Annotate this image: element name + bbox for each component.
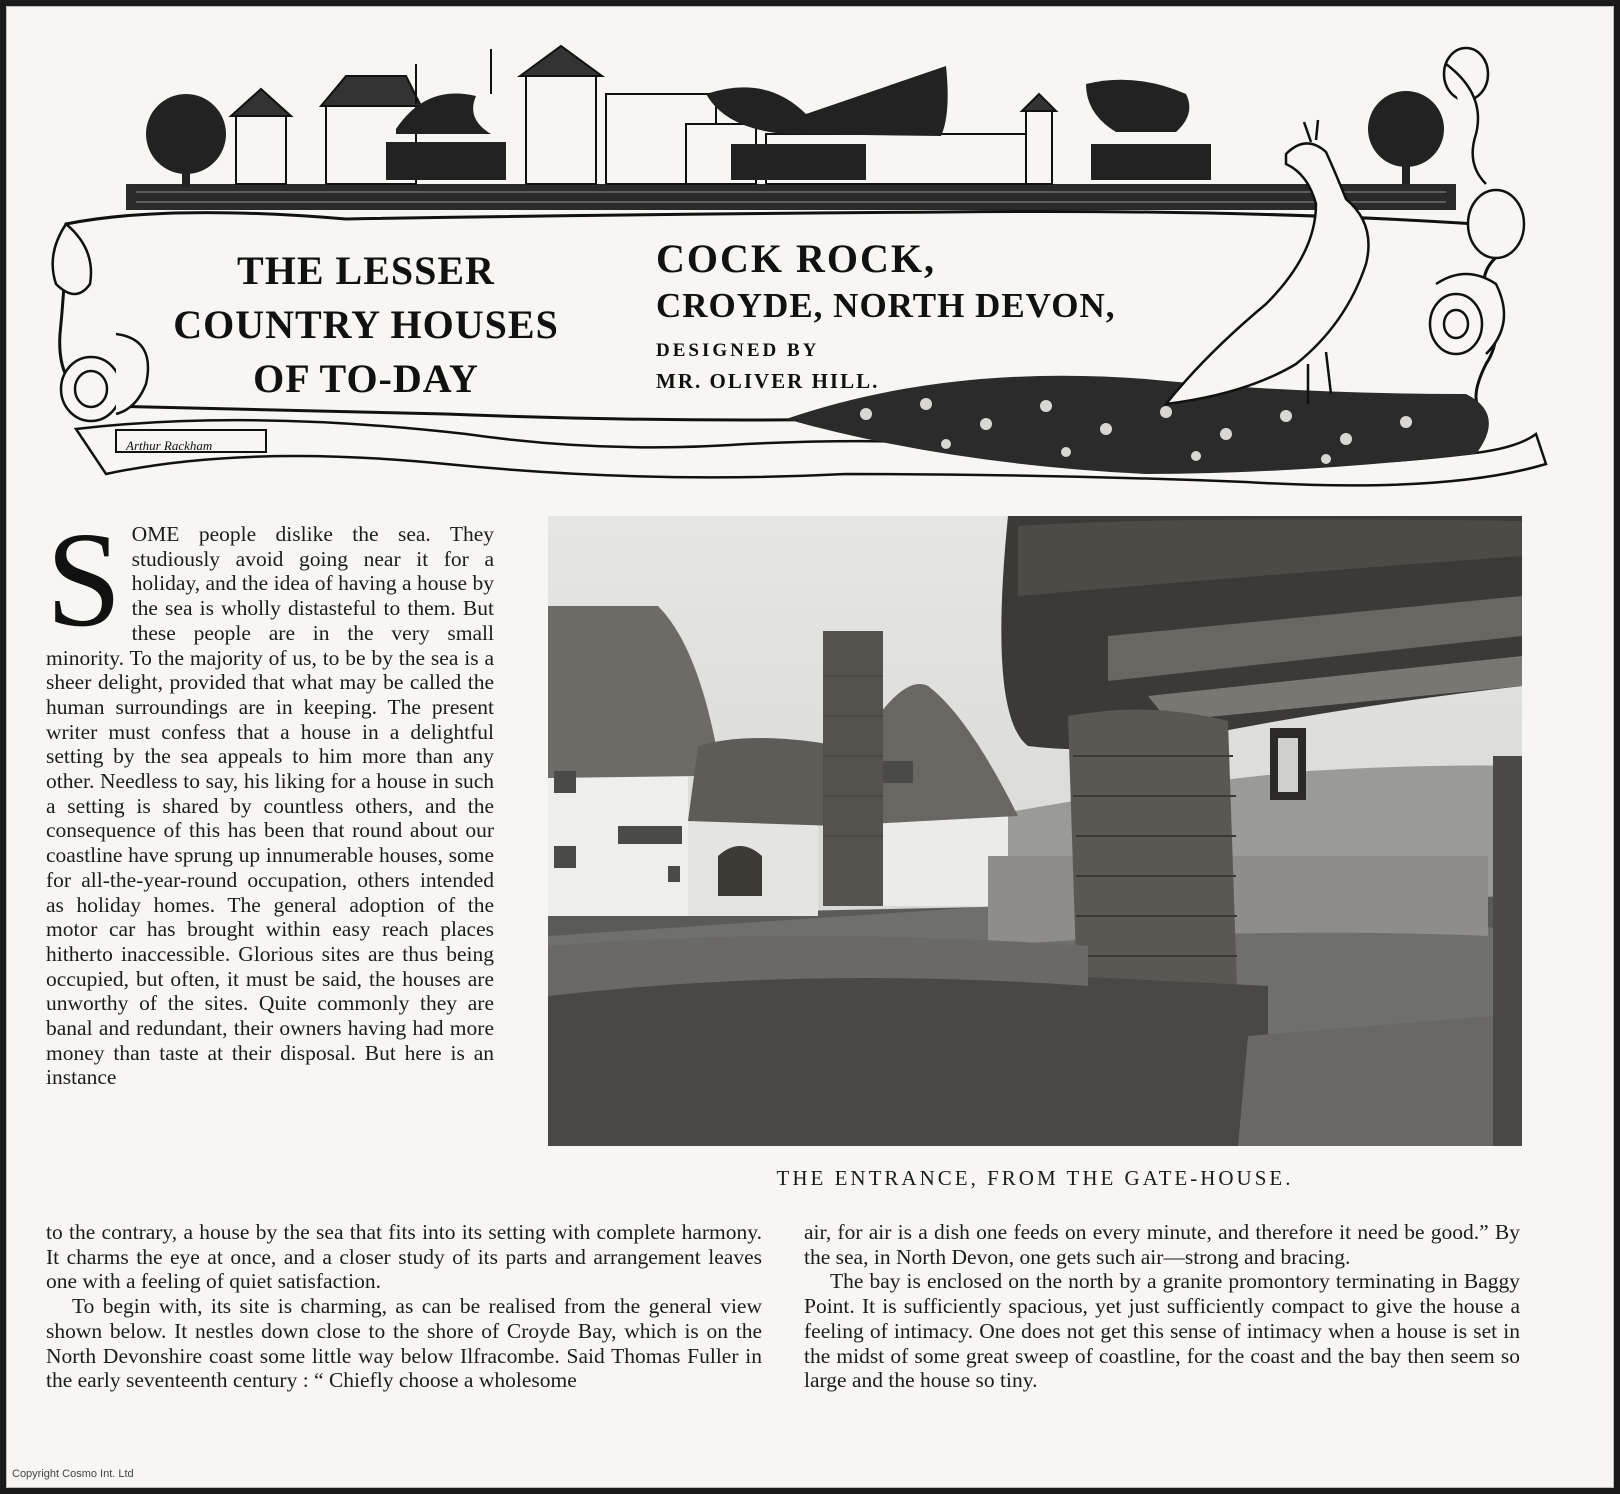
series-title-line: COUNTRY HOUSES [173,302,559,347]
house-location: CROYDE, NORTH DEVON, [656,286,1116,325]
series-title-line: OF TO-DAY [253,356,479,401]
series-title [136,244,596,406]
article-paragraph: The bay is enclosed on the north by a granite promontory terminating in Baggy Point. It is sufficiently spacious, yet just sufficiently compact to give the house a feeling of intimacy. One does not get this sense of intimacy when a house is set in the midst of some great sweep of coastline, for the coast and the bay then seem so large and the house so tiny. [804,1269,1520,1393]
drop-cap: S [46,505,122,655]
article-column-bottom-left [46,1220,762,1450]
article-paragraph: To begin with, its site is charming, as can be realised from the general view shown below. It nestles down close to the shore of Croyde Bay, which is on the North Devonshire coast some little way below Ilfracombe. Said Thomas Fuller in the early seventeenth century : “ Chiefly choose a wholesome [46,1294,762,1393]
article-paragraph: air, for air is a dish one feeds on every minute, and therefore it need be good.” By the sea, in North Devon, one gets such air—strong and bracing. [804,1220,1520,1269]
tree-right [1368,91,1444,167]
header-banner [46,34,1586,504]
entrance-photograph [548,516,1522,1146]
copyright-watermark: Copyright Cosmo Int. Ltd [12,1468,134,1480]
magazine-page [6,6,1614,1488]
illustrator-signature: Arthur Rackham [126,438,213,453]
topiary-birds [386,66,1211,180]
article-paragraph: OME people dislike the sea. They studiously avoid going near it for a holiday, and the idea of having a house by the sea is wholly distasteful to them. But these people are in the very small minority. To the majority of us, to be by the sea is a sheer delight, provided that what may be called the human surroundings are in keeping. The present writer must confess that a house in a delightful setting by the sea appeals to him more than any other. Needless to say, his liking for a house in such a setting is shared by countless others, and the consequence of this has been that round about our coastline have sprung up innumerable houses, some for all-the-year-round occupation, others intended as holiday homes. The general adoption of the motor car has brought within easy reach places hitherto inaccessible. Glorious sites are thus being occupied, but often, it must be said, the houses are unworthy of the sites. Quite commonly they are banal and redundant, their owners having had more money than taste at their disposal. But here is an instance [46,522,494,1090]
house-name: COCK ROCK, [656,236,936,281]
series-title-line: THE LESSER [237,248,495,293]
designed-by-label: DESIGNED BY [656,340,820,361]
article-column-bottom-right [804,1220,1520,1450]
photo-caption: THE ENTRANCE, FROM THE GATE-HOUSE. [776,1166,1294,1190]
tree-left [146,94,226,174]
article-paragraph: to the contrary, a house by the sea that fits into its setting with complete harmony. It charms the eye at once, and a closer study of its parts and arrangement leaves one with a feeling of quiet satisfaction. [46,1220,762,1294]
article-column-left [46,505,494,1220]
house-title-block [656,234,1256,396]
architect-name: MR. OLIVER HILL. [656,369,880,393]
